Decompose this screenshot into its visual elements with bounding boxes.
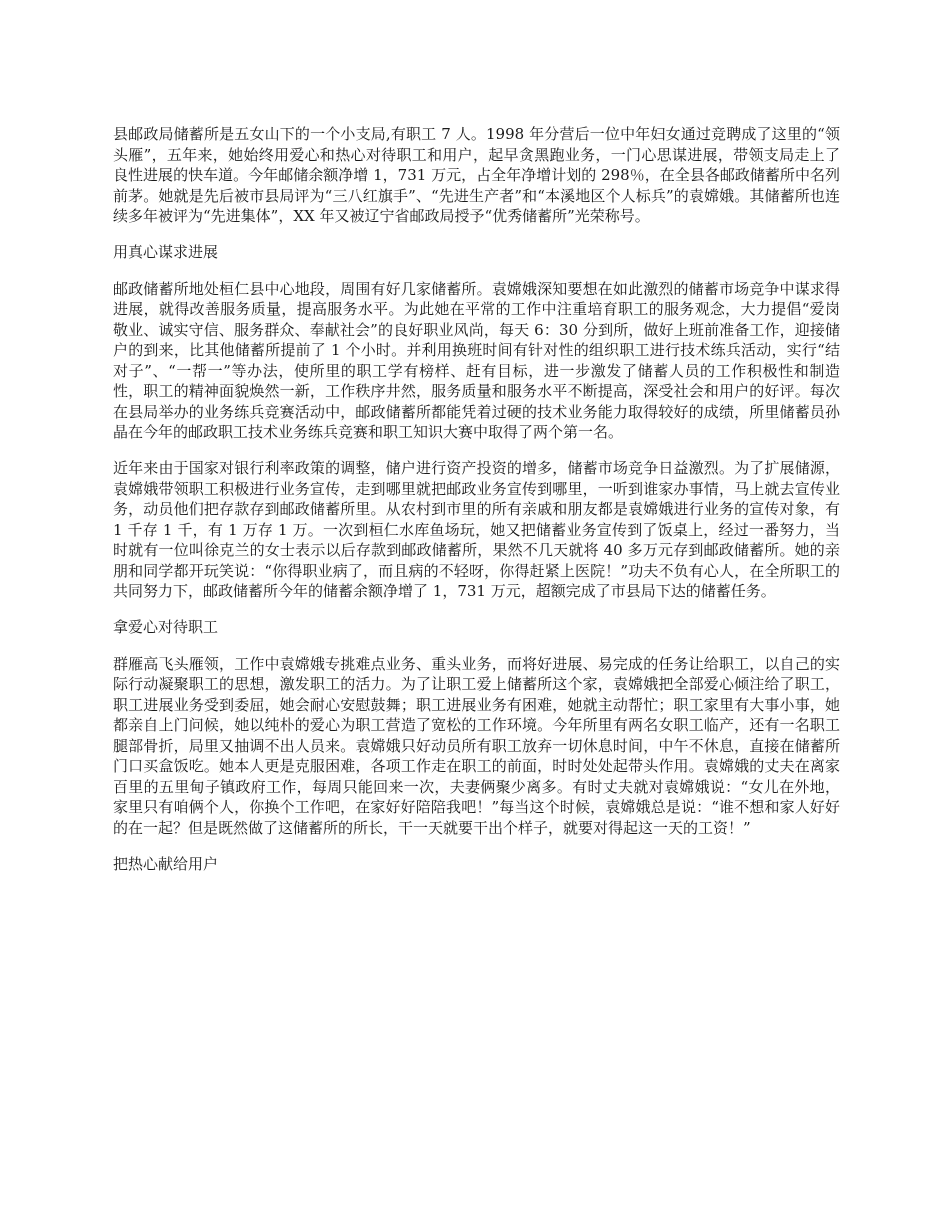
section1-paragraph-2: 近年来由于国家对银行利率政策的调整，储户进行资产投资的增多，储蓄市场竞争日益激烈。为了扩展储源，袁嫦娥带领职工积极进行业务宣传，走到哪里就把邮政业务宣传到哪里，一听到谁家办事情，马上就去宣传业务，动员他们把存款存到邮政储蓄所里。从农村到市里的所有亲戚和朋友都是袁嫦娥进行业务的宣传对象，有 1 千存 1 千，有 1 万存 1 万。一次到桓仁水库鱼场玩，她又把储蓄业务宣传到了饭桌上，经过一番努力，当时就有一位叫徐克兰的女士表示以后存款到邮政储蓄所，果然不几天就将 40 多万元存到邮政储蓄所。她的亲朋和同学都开玩笑说：“你得职业病了，而且病的不轻呀，你得赶紧上医院！”功夫不负有心人，在全所职工的共同努力下，邮政储蓄所今年的储蓄余额净增了 1，731 万元，超额完成了市县局下达的储蓄任务。 [113, 459, 840, 600]
section-heading-love-for-staff: 拿爱心对待职工 [113, 618, 219, 636]
intro-paragraph: 县邮政局储蓄所是五女山下的一个小支局,有职工 7 人。1998 年分营后一位中年妇女通过竞聘成了这里的“领头雁”，五年来，她始终用爱心和热心对待职工和用户，起早贪黑跑业务，一门心思谋进展，带领支局走上了良性进展的快车道。今年邮储余额净增 1，731 万元，占全年净增计划的 298％，在全县各邮政储蓄所中名列前茅。她就是先后被市县局评为“三八红旗手”、“先进生产者”和“本溪地区个人标兵”的袁嫦娥。其储蓄所也连续多年被评为“先进集体”，XX 年又被辽宁省邮政局授予“优秀储蓄所”光荣称号。 [113, 125, 840, 225]
section1-paragraph-1: 邮政储蓄所地处桓仁县中心地段，周围有好几家储蓄所。袁嫦娥深知要想在如此激烈的储蓄市场竞争中谋求得进展，就得改善服务质量，提高服务水平。为此她在平常的工作中注重培育职工的服务观念，大力提倡“爱岗敬业、诚实守信、服务群众、奉献社会”的良好职业风尚，每天 6：30 分到所，做好上班前准备工作，迎接储户的到来，比其他储蓄所提前了 1 个小时。并利用换班时间有针对性的组织职工进行技术练兵活动，实行“结对子”、“一帮一”等办法，使所里的职工学有榜样、赶有目标，进一步激发了储蓄人员的工作积极性和制造性，职工的精神面貌焕然一新，工作秩序井然，服务质量和服务水平不断提高，深受社会和用户的好评。每次在县局举办的业务练兵竞赛活动中，邮政储蓄所都能凭着过硬的技术业务能力取得较好的成绩，所里储蓄员孙晶在今年的邮政职工技术业务练兵竞赛和职工知识大赛中取得了两个第一名。 [113, 279, 840, 441]
section-heading-sincerity: 用真心谋求进展 [113, 243, 219, 261]
document-page [113, 124, 840, 890]
section-heading-warmth-for-users: 把热心献给用户 [113, 854, 219, 873]
section2-paragraph-1: 群雁高飞头雁领，工作中袁嫦娥专挑难点业务、重头业务，而将好进展、易完成的任务让给职工，以自己的实际行动凝聚职工的思想，激发职工的活力。为了让职工爱上储蓄所这个家，袁嫦娥把全部爱心倾注给了职工，职工进展业务受到委屈，她会耐心安慰鼓舞；职工进展业务有困难，她就主动帮忙；职工家里有大事小事，她都亲自上门问候，她以纯朴的爱心为职工营造了宽松的工作环境。今年所里有两名女职工临产，还有一名职工腿部骨折，局里又抽调不出人员来。袁嫦娥只好动员所有职工放弃一切休息时间，中午不休息，直接在储蓄所门口买盒饭吃。她本人更是克服困难，各项工作走在职工的前面，时时处处起带头作用。袁嫦娥的丈夫在离家百里的五里甸子镇政府工作，每周只能回来一次，夫妻俩聚少离多。有时丈夫就对袁嫦娥说：“女儿在外地，家里只有咱俩个人，你换个工作吧，在家好好陪陪我吧！”每当这个时候，袁嫦娥总是说：“谁不想和家人好好的在一起？但是既然做了这储蓄所的所长，干一天就要干出个样子，就要对得起这一天的工资！” [113, 654, 840, 837]
